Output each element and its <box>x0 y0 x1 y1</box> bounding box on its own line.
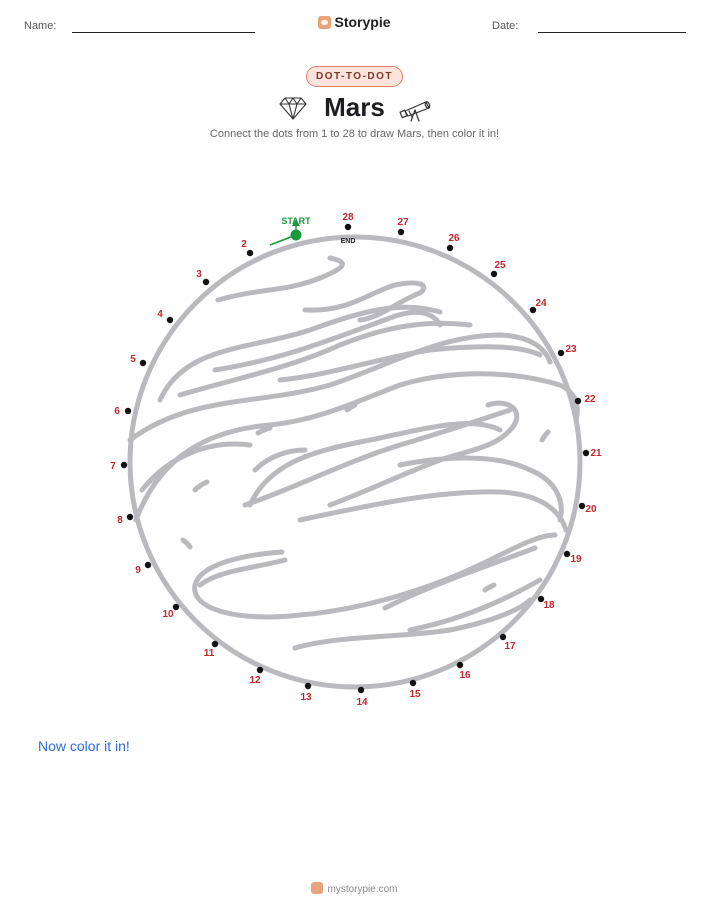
dot-label-6: 6 <box>114 406 120 417</box>
dot-label-7: 7 <box>110 461 116 472</box>
dot-label-10: 10 <box>162 609 174 620</box>
dot-5 <box>140 360 146 366</box>
brand-name: Storypie <box>334 14 391 30</box>
dot-label-27: 27 <box>397 217 409 228</box>
end-label: END <box>340 238 356 245</box>
planet-band <box>300 492 566 530</box>
dot-3 <box>203 279 209 285</box>
start-label: START <box>281 216 311 226</box>
dot-label-2: 2 <box>241 239 247 250</box>
planet-band <box>215 312 440 370</box>
footer-site: mystorypie.com <box>327 884 398 895</box>
dot-13 <box>305 683 311 689</box>
dot-label-14: 14 <box>356 697 368 708</box>
dot-label-22: 22 <box>584 394 596 405</box>
dot-label-3: 3 <box>196 269 202 280</box>
dot-label-19: 19 <box>570 554 582 565</box>
dot-label-20: 20 <box>585 504 597 515</box>
worksheet-type-badge: DOT-TO-DOT <box>306 66 403 87</box>
dot-20 <box>579 503 585 509</box>
dot-label-25: 25 <box>494 260 506 271</box>
dot-label-9: 9 <box>135 565 141 576</box>
dot-17 <box>500 634 506 640</box>
dot-2 <box>247 250 253 256</box>
dot-9 <box>145 562 151 568</box>
dot-label-8: 8 <box>117 515 123 526</box>
planet-band <box>195 535 555 617</box>
dot-4 <box>167 317 173 323</box>
dot-label-26: 26 <box>448 233 460 244</box>
dot-21 <box>583 450 589 456</box>
dot-14 <box>358 687 364 693</box>
dot-label-28: 28 <box>342 212 354 223</box>
planet-spot <box>485 585 494 590</box>
dot-15 <box>410 680 416 686</box>
planet-band <box>385 548 535 608</box>
planet-drawing <box>130 237 580 687</box>
dot-6 <box>125 408 131 414</box>
planet-spot <box>195 482 207 490</box>
dot-label-17: 17 <box>504 641 516 652</box>
dot-10 <box>173 604 179 610</box>
dot-11 <box>212 641 218 647</box>
start-dot <box>291 230 302 241</box>
planet-spot <box>183 540 190 547</box>
dot-label-12: 12 <box>249 675 261 686</box>
planet-spot <box>542 432 548 440</box>
dot-label-24: 24 <box>535 298 547 309</box>
dot-23 <box>558 350 564 356</box>
planet-band <box>218 258 342 300</box>
dot-label-21: 21 <box>590 448 602 459</box>
storypie-logo-icon <box>311 882 323 894</box>
dot-7 <box>121 462 127 468</box>
dot-19 <box>564 551 570 557</box>
dot-25 <box>491 271 497 277</box>
dot-16 <box>457 662 463 668</box>
dot-label-4: 4 <box>157 309 163 320</box>
dot-8 <box>127 514 133 520</box>
page-title: Mars <box>324 92 385 122</box>
color-prompt: Now color it in! <box>38 738 130 754</box>
dot-26 <box>447 245 453 251</box>
dot-label-5: 5 <box>130 354 136 365</box>
dot-22 <box>575 398 581 404</box>
dot-12 <box>257 667 263 673</box>
dot-label-15: 15 <box>409 689 421 700</box>
planet-spot <box>258 428 270 433</box>
dot-label-11: 11 <box>203 648 215 659</box>
instructions: Connect the dots from 1 to 28 to draw Mars, then color it in! <box>209 128 500 140</box>
dot-label-13: 13 <box>300 692 312 703</box>
footer <box>0 882 709 895</box>
dot-label-18: 18 <box>543 600 555 611</box>
name-label: Name: <box>24 20 57 32</box>
date-label: Date: <box>492 20 519 32</box>
planet-band <box>200 560 285 585</box>
dot-label-23: 23 <box>565 344 577 355</box>
dot-label-16: 16 <box>459 670 471 681</box>
dot-27 <box>398 229 404 235</box>
dot-28 <box>345 224 351 230</box>
